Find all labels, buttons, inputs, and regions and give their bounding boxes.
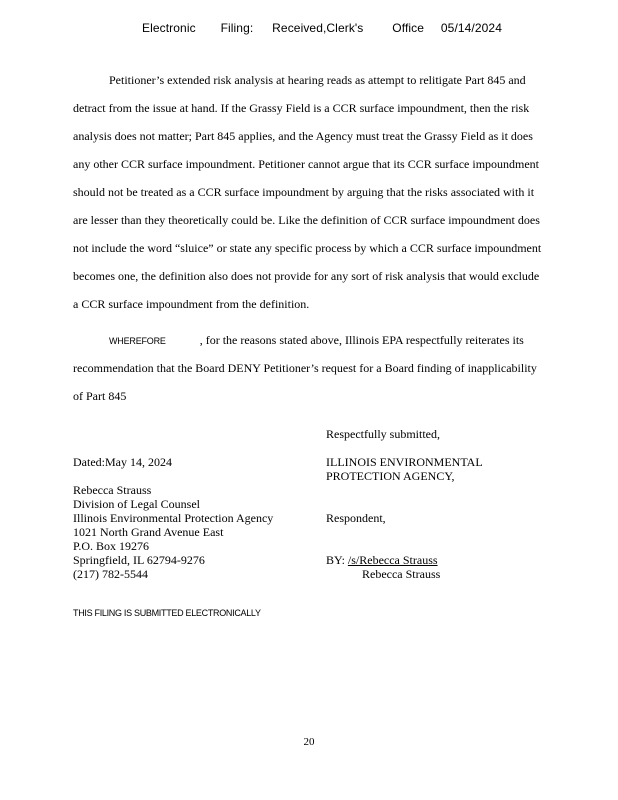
wherefore-label: WHEREFORE	[109, 336, 166, 346]
argument-paragraph	[73, 66, 603, 318]
page-number: 20	[303, 736, 315, 748]
address-po-box: P.O. Box 19276	[73, 539, 150, 553]
respondent-label: Respondent,	[326, 511, 386, 525]
counsel-agency: Illinois Environmental Protection Agency	[73, 511, 274, 525]
respectfully-submitted: Respectfully submitted,	[326, 427, 440, 441]
header-date: 05/14/2024	[440, 21, 502, 35]
paragraph-line: should not be treated as a CCR surface impoundment by arguing that the risks associated with it	[73, 185, 535, 199]
header-office: Office	[392, 21, 425, 35]
paragraph-line: analysis does not matter; Part 845 applies, and the Agency must treat the Grassy Field as it does	[73, 129, 533, 143]
signature-by	[326, 553, 438, 567]
wherefore-line-2: recommendation that the Board DENY Petitioner’s request for a Board finding of inapplicability	[73, 361, 537, 375]
wherefore-text: , for the reasons stated above, Illinois EPA respectfully reiterates its	[199, 333, 524, 347]
address-street: 1021 North Grand Avenue East	[73, 525, 224, 539]
paragraph-line: a CCR surface impoundment from the definition.	[73, 297, 310, 311]
agency-name-line-2: PROTECTION AGENCY,	[326, 469, 455, 483]
electronic-filing-notice: THIS FILING IS SUBMITTED ELECTRONICALLY	[73, 608, 261, 618]
by-label: BY:	[326, 553, 345, 567]
filing-header	[142, 21, 502, 35]
header-received: Received,Clerk's	[272, 21, 364, 35]
paragraph-line: any other CCR surface impoundment. Petitioner cannot argue that its CCR surface impoundment	[73, 157, 540, 171]
paragraph-line: detract from the issue at hand. If the Grassy Field is a CCR surface impoundment, then the risk	[73, 101, 530, 115]
electronic-signature: /s/Rebecca Strauss	[347, 553, 438, 567]
agency-name-line-1: ILLINOIS ENVIRONMENTAL	[326, 455, 483, 469]
wherefore-line-3: of Part 845	[73, 389, 127, 403]
counsel-phone: (217) 782-5544	[73, 567, 148, 581]
paragraph-line: becomes one, the definition also does not provide for any sort of risk analysis that would exclude	[73, 269, 540, 283]
wherefore-paragraph	[73, 326, 603, 410]
paragraph-line: Petitioner’s extended risk analysis at hearing reads as attempt to relitigate Part 845 and	[109, 73, 526, 87]
counsel-address-block	[73, 483, 273, 581]
paragraph-line: are lesser than they theoretically could be. Like the definition of CCR surface impoundment does	[73, 213, 540, 227]
header-electronic: Electronic	[142, 21, 196, 35]
dated-line: Dated:May 14, 2024	[73, 455, 172, 469]
signature-name: Rebecca Strauss	[362, 567, 441, 581]
counsel-division: Division of Legal Counsel	[73, 497, 200, 511]
header-filing: Filing:	[220, 21, 254, 35]
counsel-name: Rebecca Strauss	[73, 483, 152, 497]
agency-name	[326, 455, 483, 483]
address-city: Springfield, IL 62794-9276	[73, 553, 205, 567]
paragraph-line: not include the word “sluice” or state any specific process by which a CCR surface impoundment	[73, 241, 542, 255]
